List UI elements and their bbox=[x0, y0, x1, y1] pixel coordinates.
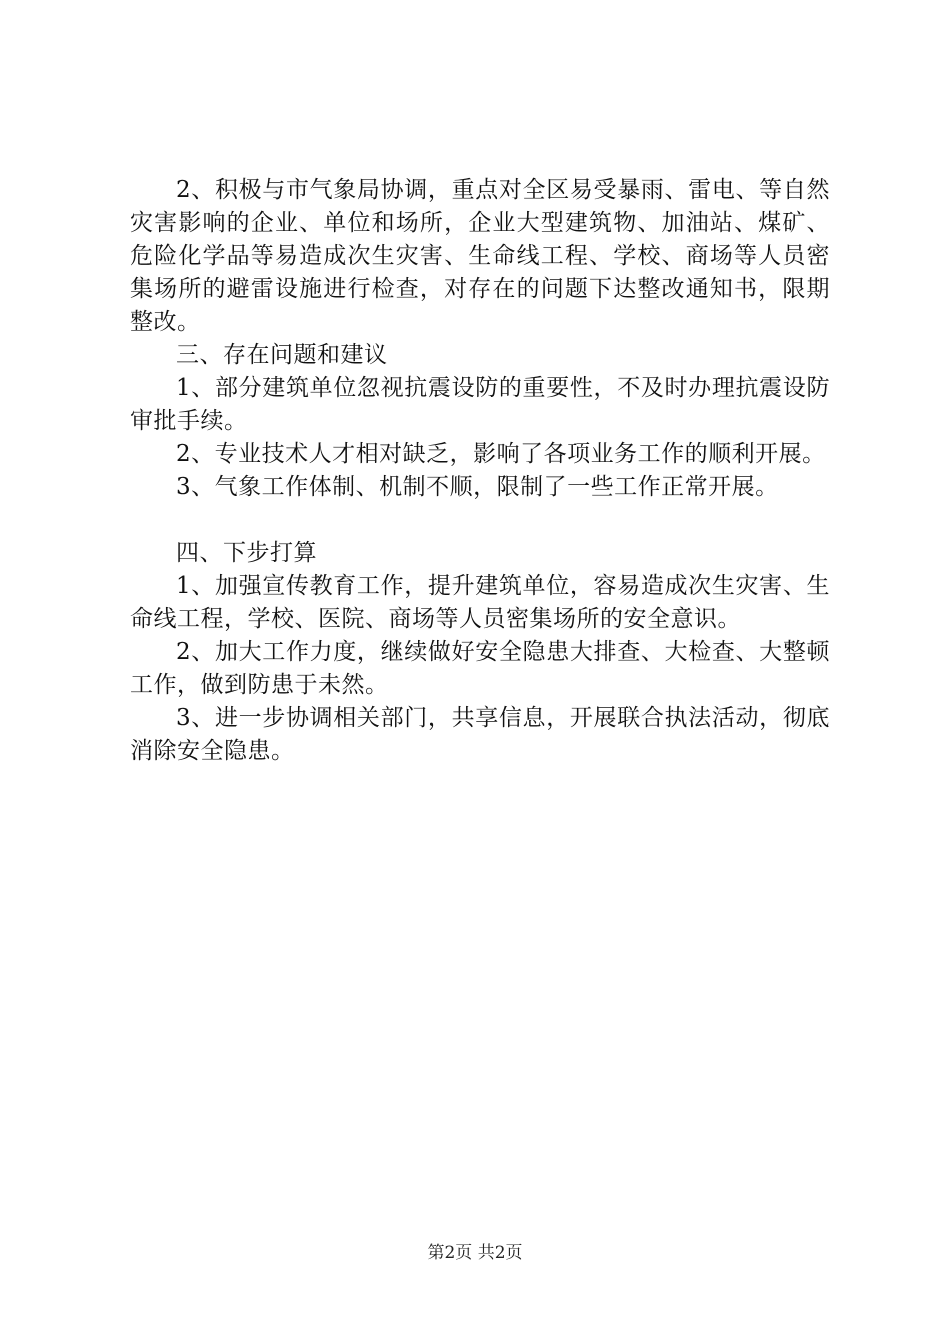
paragraph-problem-1: 1、部分建筑单位忽视抗震设防的重要性，不及时办理抗震设防审批手续。 bbox=[130, 375, 830, 434]
paragraph-problem-3: 3、气象工作体制、机制不顺，限制了一些工作正常开展。 bbox=[176, 474, 779, 500]
paragraph-lightning-inspection: 2、积极与市气象局协调，重点对全区易受暴雨、雷电、等自然灾害影响的企业、单位和场所，企业大型建筑物、加油站、煤矿、危险化学品等易造成次生灾害、生命线工程、学校、商场等人员密集场所的避雷设施进行检查，对存在的问题下达整改通知书，限期整改。 bbox=[130, 177, 830, 335]
page-footer bbox=[0, 1242, 950, 1264]
paragraph-plan-2: 2、加大工作力度，继续做好安全隐患大排查、大检查、大整顿工作，做到防患于未然。 bbox=[130, 639, 830, 698]
paragraph-gap bbox=[130, 504, 830, 537]
page-number-label: 第2页 共2页 bbox=[427, 1243, 523, 1263]
document-body bbox=[130, 174, 830, 768]
paragraph-plan-3: 3、进一步协调相关部门，共享信息，开展联合执法活动，彻底消除安全隐患。 bbox=[130, 705, 830, 764]
section-heading-problems: 三、存在问题和建议 bbox=[176, 342, 388, 368]
paragraph-plan-1: 1、加强宣传教育工作，提升建筑单位，容易造成次生灾害、生命线工程，学校、医院、商场等人员密集场所的安全意识。 bbox=[130, 573, 830, 632]
paragraph-problem-2: 2、专业技术人才相对缺乏，影响了各项业务工作的顺利开展。 bbox=[176, 441, 826, 467]
section-heading-next-steps: 四、下步打算 bbox=[176, 540, 317, 566]
